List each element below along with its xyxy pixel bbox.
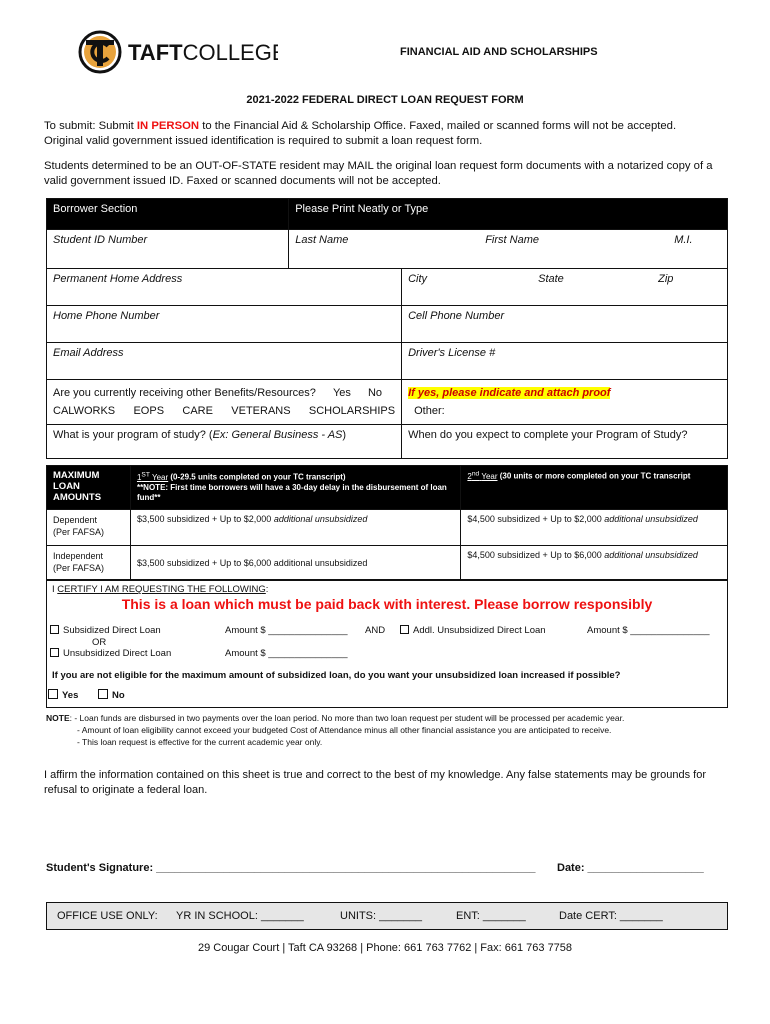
benefits-list: CALWORKS EOPS CARE VETERANS SCHOLARSHIPS (53, 405, 396, 417)
increase-no-option[interactable]: No (98, 689, 125, 701)
dependent-year1: $3,500 subsidized + Up to $2,000 additional unsubsidized (130, 510, 460, 546)
program-of-study-field[interactable]: What is your program of study? (Ex: General Business - AS) (47, 425, 402, 459)
addl-unsubsidized-checkbox[interactable] (400, 625, 409, 634)
benefits-question[interactable]: Are you currently receiving other Benefits/Resources? Yes No CALWORKS EOPS CARE VETERANS SCHOLARSHIPS (47, 380, 402, 425)
addl-unsubsidized-option[interactable]: Addl. Unsubsidized Direct Loan (400, 625, 546, 636)
print-note: Please Print Neatly or Type (289, 199, 728, 230)
if-yes-note: If yes, please indicate and attach proof (408, 387, 611, 399)
loan-notes: NOTE: - Loan funds are disbursed in two payments over the loan period. No more than two loan request per student will be processed per academic year. - Amount of loan eligibility cannot exceed your budgeted Cost of Attendance minus all other financial assistance you are anticipated to receive. - This loan request is effective for the current academic year only. (46, 713, 625, 747)
subsidized-amount-field[interactable]: Amount $ _______________ (225, 625, 348, 636)
or-label: OR (92, 637, 107, 648)
independent-year2: $4,500 subsidized + Up to $6,000 additional unsubsidized (461, 546, 728, 580)
benefits-no[interactable]: No (367, 387, 383, 399)
independent-year1: $3,500 subsidized + Up to $6,000 additional unsubsidized (130, 546, 460, 580)
taft-college-logo (78, 30, 278, 80)
independent-label: Independent (Per FAFSA) (47, 546, 131, 580)
home-phone-field[interactable]: Home Phone Number (47, 306, 402, 343)
dependent-year2: $4,500 subsidized + Up to $2,000 additional unsubsidized (461, 510, 728, 546)
last-name-label: Last Name (295, 234, 349, 246)
home-address-field[interactable]: Permanent Home Address (47, 269, 402, 306)
signature-date-line[interactable]: Date: ___________________ (557, 862, 704, 874)
student-signature-line[interactable]: Student's Signature: ______________________________________________________________ (46, 862, 536, 874)
ent-field[interactable]: ENT: _______ (456, 910, 526, 922)
completion-date-field[interactable]: When do you expect to complete your Program of Study? (402, 425, 728, 459)
certify-line: I CERTIFY I AM REQUESTING THE FOLLOWING: (52, 584, 269, 595)
cell-phone-field[interactable]: Cell Phone Number (402, 306, 728, 343)
date-cert-field[interactable]: Date CERT: _______ (559, 910, 663, 922)
yr-in-school-field[interactable]: YR IN SCHOOL: _______ (176, 910, 304, 922)
benefits-proof[interactable] (402, 380, 728, 425)
other-label: Other: (414, 405, 445, 417)
and-label: AND (365, 625, 386, 636)
affirmation-statement: I affirm the information contained on this sheet is true and correct to the best of my knowledge. Any false statements may be grounds for refusal to originate a federal loan. (44, 769, 706, 796)
addl-amount-field[interactable]: Amount $ _______________ (587, 625, 710, 636)
name-field[interactable] (289, 230, 728, 269)
office-use-label: OFFICE USE ONLY: (57, 910, 158, 922)
subsidized-loan-option[interactable]: Subsidized Direct Loan (50, 625, 161, 636)
unsubsidized-checkbox[interactable] (50, 648, 59, 657)
out-of-state-note: Students determined to be an OUT-OF-STATE resident may MAIL the original loan request form documents with a notarized copy of a valid government issued ID. Faxed or scanned documents will not be accepted. (44, 160, 713, 187)
increase-yes-option[interactable]: Yes (48, 689, 78, 701)
submit-instructions: To submit: Submit IN PERSON to the Financial Aid & Scholarship Office. Faxed, mailed or scanned forms will not be accepted. Original valid government issued identification is required to submit a loan request form. (44, 120, 677, 147)
loan-amounts-table (46, 465, 728, 580)
borrower-table (46, 198, 728, 459)
borrow-responsibly-warning: This is a loan which must be paid back with interest. Please borrow responsibly (121, 596, 653, 612)
max-loan-header: MAXIMUM LOAN AMOUNTS (47, 466, 131, 510)
subsidized-checkbox[interactable] (50, 625, 59, 634)
student-id-field[interactable]: Student ID Number (47, 230, 289, 269)
office-use-box (46, 902, 728, 930)
department-title: FINANCIAL AID AND SCHOLARSHIPS (400, 46, 598, 58)
state-label: State (538, 273, 564, 285)
borrower-section-label: Borrower Section (47, 199, 289, 230)
first-name-label: First Name (485, 234, 539, 246)
zip-label: Zip (658, 273, 674, 285)
increase-no-checkbox[interactable] (98, 689, 108, 699)
increase-yes-checkbox[interactable] (48, 689, 58, 699)
email-field[interactable]: Email Address (47, 343, 402, 380)
unsubsidized-amount-field[interactable]: Amount $ _______________ (225, 648, 348, 659)
year1-header: 1ST Year (0-29.5 units completed on your TC transcript) **NOTE: First time borrowers will have a 30-day delay in the disbursement of loan fund** (130, 466, 460, 510)
benefits-yes[interactable]: Yes (332, 387, 351, 399)
city-state-zip-field[interactable] (402, 269, 728, 306)
increase-question: If you are not eligible for the maximum amount of subsidized loan, do you want your unsubsidized loan increased if possible? (52, 670, 621, 681)
drivers-license-field[interactable]: Driver's License # (402, 343, 728, 380)
dependent-label: Dependent (Per FAFSA) (47, 510, 131, 546)
units-field[interactable]: UNITS: _______ (340, 910, 422, 922)
svg-text:TAFTCOLLEGE: TAFTCOLLEGE (128, 40, 278, 65)
year2-header: 2nd Year (30 units or more completed on your TC transcript (461, 466, 728, 510)
footer-contact: 29 Cougar Court | Taft CA 93268 | Phone: 661 763 7762 | Fax: 661 763 7758 (197, 942, 573, 954)
form-title: 2021-2022 FEDERAL DIRECT LOAN REQUEST FORM (246, 94, 524, 106)
unsubsidized-loan-option[interactable]: Unsubsidized Direct Loan (50, 648, 171, 659)
city-label: City (408, 273, 428, 285)
mi-label: M.I. (674, 234, 693, 246)
